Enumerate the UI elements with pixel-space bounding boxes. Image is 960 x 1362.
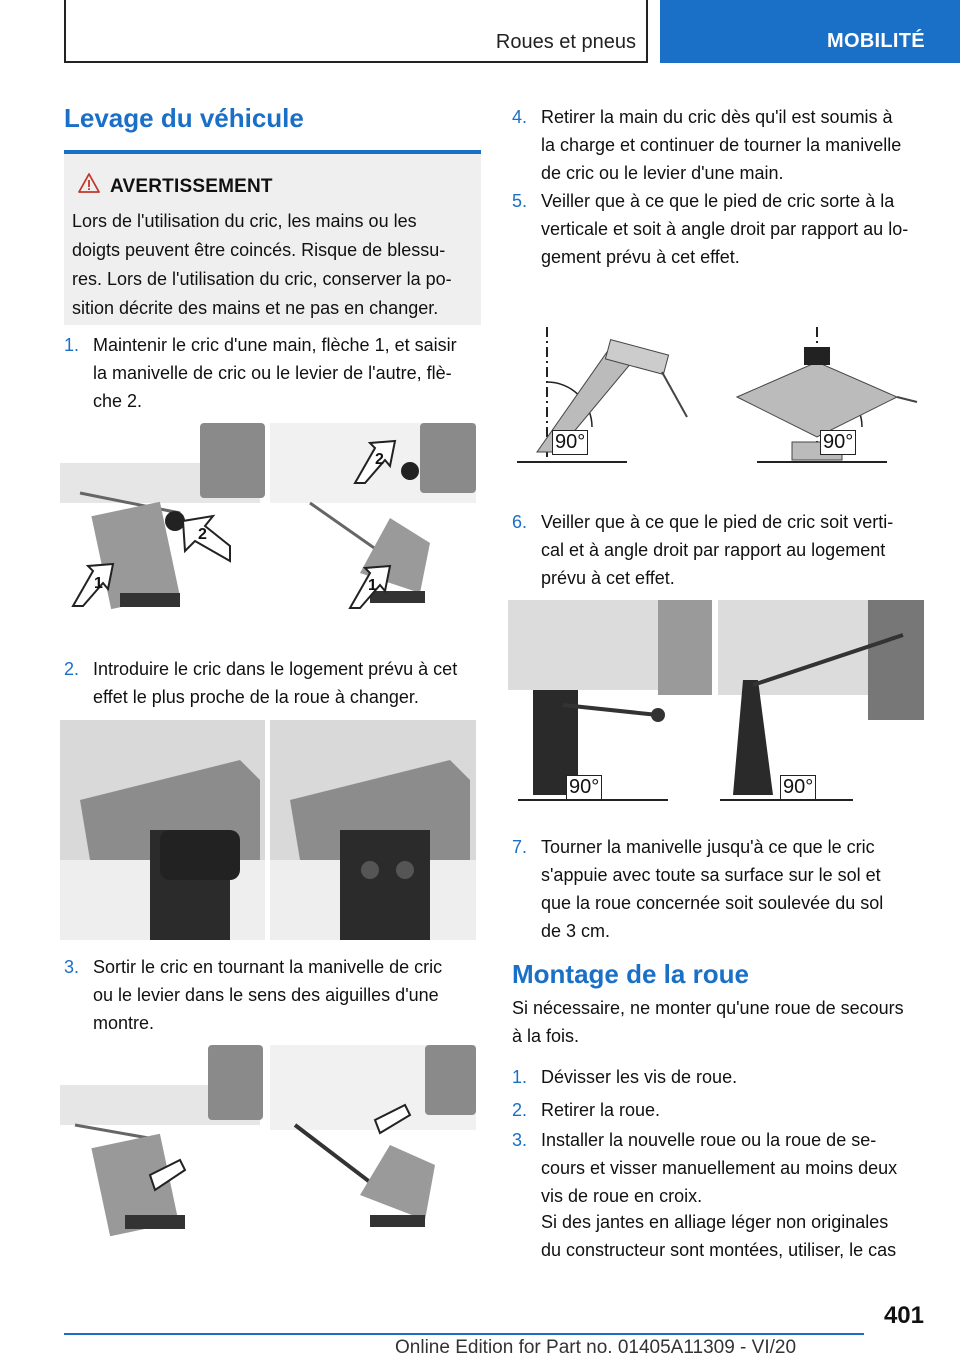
step-number: 3. bbox=[512, 1130, 528, 1150]
arrow-label: 1 bbox=[368, 577, 377, 594]
arrow-2-left bbox=[180, 511, 235, 566]
step-line: montre. bbox=[93, 1013, 155, 1033]
step-line: Veiller que à ce que le pied de cric soit verti‐ bbox=[541, 512, 894, 532]
step-number: 5. bbox=[512, 191, 528, 211]
step-line: Tourner la manivelle jusqu'à ce que le cric bbox=[541, 837, 875, 857]
step-number: 7. bbox=[512, 837, 528, 857]
intro-line: Si nécessaire, ne monter qu'une roue de secours bbox=[512, 998, 904, 1018]
footer-edition: Online Edition for Part no. 01405A11309 - VI/20 bbox=[395, 1337, 797, 1358]
figure-jack-hold bbox=[60, 423, 476, 620]
step-line: prévu à cet effet. bbox=[541, 568, 675, 588]
step-number: 3. bbox=[64, 957, 80, 977]
jack-hold-illustration bbox=[60, 423, 476, 620]
step-line: s'appuie avec toute sa surface sur le sol et bbox=[541, 865, 881, 885]
arrow-1-left bbox=[68, 561, 118, 611]
note-line: du constructeur sont montées, utiliser, le cas bbox=[541, 1240, 897, 1260]
arrow-label: 2 bbox=[198, 526, 207, 543]
step-line: gement prévu à cet effet. bbox=[541, 247, 740, 267]
angle-label-left: 90° bbox=[552, 430, 588, 455]
step-line: cal et à angle droit par rapport au logement bbox=[541, 540, 886, 560]
warning-title: AVERTISSEMENT bbox=[110, 176, 273, 197]
header-chapter-tab[interactable] bbox=[660, 0, 960, 63]
step-line: ou le levier dans le sens des aiguilles d'une bbox=[93, 985, 439, 1005]
section-heading-mounting: Montage de la roue bbox=[512, 959, 749, 989]
step-number: 2. bbox=[64, 659, 80, 679]
step-line: Retirer la roue. bbox=[541, 1100, 661, 1120]
warning-line: sition décrite des mains et ne pas en changer. bbox=[72, 298, 439, 318]
figure-jack-angle-diagram bbox=[512, 322, 922, 467]
step-line: Installer la nouvelle roue ou la roue de se‐ bbox=[541, 1130, 877, 1150]
angle-label-right: 90° bbox=[780, 775, 816, 800]
step-line: de 3 cm. bbox=[541, 921, 611, 941]
alloy-rims-note bbox=[541, 1208, 951, 1264]
warning-line: doigts peuvent être coincés. Risque de blessu‐ bbox=[72, 240, 446, 260]
chapter-label: MOBILITÉ bbox=[827, 30, 925, 52]
step-line: Sortir le cric en tournant la manivelle de cric bbox=[93, 957, 443, 977]
step-line: la charge et continuer de tourner la manivelle bbox=[541, 135, 902, 155]
header-section-title: Roues et pneus bbox=[495, 31, 636, 53]
figure-jack-vertical bbox=[508, 600, 924, 805]
warning-text bbox=[72, 207, 474, 323]
footer-divider bbox=[64, 1333, 864, 1335]
step-number: 6. bbox=[512, 512, 528, 532]
jack-placement-photo bbox=[60, 720, 476, 940]
step-line: de cric ou le levier d'une main. bbox=[541, 163, 784, 183]
step-line: Retirer la main du cric dès qu'il est soumis à bbox=[541, 107, 893, 127]
step-line: Maintenir le cric d'une main, flèche 1, et saisir bbox=[93, 335, 457, 355]
arrow-label: 2 bbox=[375, 451, 384, 468]
step-line: cours et visser manuellement au moins deux bbox=[541, 1158, 898, 1178]
step-line: Veiller que à ce que le pied de cric sorte à la bbox=[541, 191, 895, 211]
section-heading-lifting: Levage du véhicule bbox=[64, 103, 304, 133]
figure-jack-placement bbox=[60, 720, 476, 940]
intro-line: à la fois. bbox=[512, 1026, 580, 1046]
step-line: que la roue concernée soit soulevée du sol bbox=[541, 893, 884, 913]
warning-triangle-icon bbox=[78, 172, 100, 194]
jack-crank-illustration bbox=[60, 1045, 476, 1245]
warning-line: res. Lors de l'utilisation du cric, conserver la po‐ bbox=[72, 269, 452, 289]
step-line: Introduire le cric dans le logement prévu à cet bbox=[93, 659, 458, 679]
step-number: 2. bbox=[512, 1100, 528, 1120]
page-number: 401 bbox=[883, 1302, 924, 1329]
step-line: effet le plus proche de la roue à changer. bbox=[93, 687, 419, 707]
step-line: Dévisser les vis de roue. bbox=[541, 1067, 738, 1087]
step-line: che 2. bbox=[93, 391, 143, 411]
note-line: Si des jantes en alliage léger non originales bbox=[541, 1212, 889, 1232]
step-number: 1. bbox=[64, 335, 80, 355]
angle-label-right: 90° bbox=[820, 430, 856, 455]
step-line: verticale et soit à angle droit par rapport au lo‐ bbox=[541, 219, 909, 239]
step-number: 1. bbox=[512, 1067, 528, 1087]
figure-jack-crank bbox=[60, 1045, 476, 1245]
warning-line: Lors de l'utilisation du cric, les mains ou les bbox=[72, 211, 417, 231]
arrow-label: 1 bbox=[94, 575, 103, 592]
step-line: la manivelle de cric ou le levier de l'autre, flè‐ bbox=[93, 363, 452, 383]
warning-box bbox=[64, 150, 481, 325]
angle-label-left: 90° bbox=[566, 775, 602, 800]
mounting-intro bbox=[512, 994, 942, 1050]
step-number: 4. bbox=[512, 107, 528, 127]
step-line: vis de roue en croix. bbox=[541, 1186, 703, 1206]
